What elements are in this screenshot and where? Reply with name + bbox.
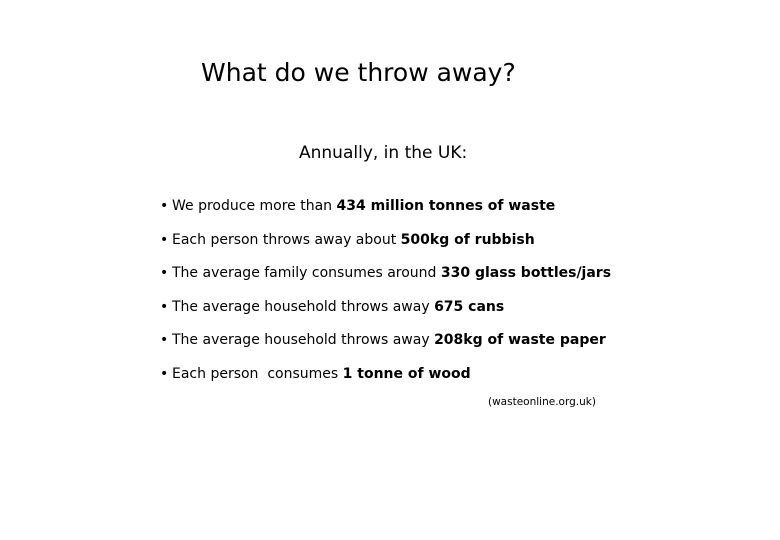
bullet-icon: • [160,298,169,315]
bullet-icon: • [160,231,169,248]
fact-item [160,196,611,230]
fact-highlight: 208kg of waste paper [434,332,606,349]
fact-item [160,263,611,297]
bullet-icon: • [160,332,169,349]
bullet-icon: • [160,265,169,282]
fact-highlight: 675 cans [434,298,505,315]
bullet-icon: • [160,198,169,214]
fact-text: Each person consumes [172,365,343,382]
slide-subtitle: Annually, in the UK: [299,143,468,163]
slide-title: What do we throw away? [201,58,516,87]
source-citation: (wasteonline.org.uk) [488,396,596,408]
fact-highlight: 500kg of rubbish [400,231,535,248]
fact-highlight: 1 tonne of wood [342,365,471,382]
fact-item [160,330,611,364]
fact-text: The average family consumes around [172,265,441,282]
fact-item [160,297,611,331]
fact-item [160,230,611,264]
fact-text: We produce more than [172,198,337,214]
fact-text: The average household throws away [172,298,435,315]
bullet-icon: • [160,365,169,382]
fact-highlight: 330 glass bottles/jars [440,265,612,282]
fact-item [160,364,611,398]
fact-text: Each person throws away about [172,231,401,248]
facts-list [160,196,611,398]
fact-text: The average household throws away [172,332,435,349]
fact-highlight: 434 million tonnes of waste [336,198,556,214]
